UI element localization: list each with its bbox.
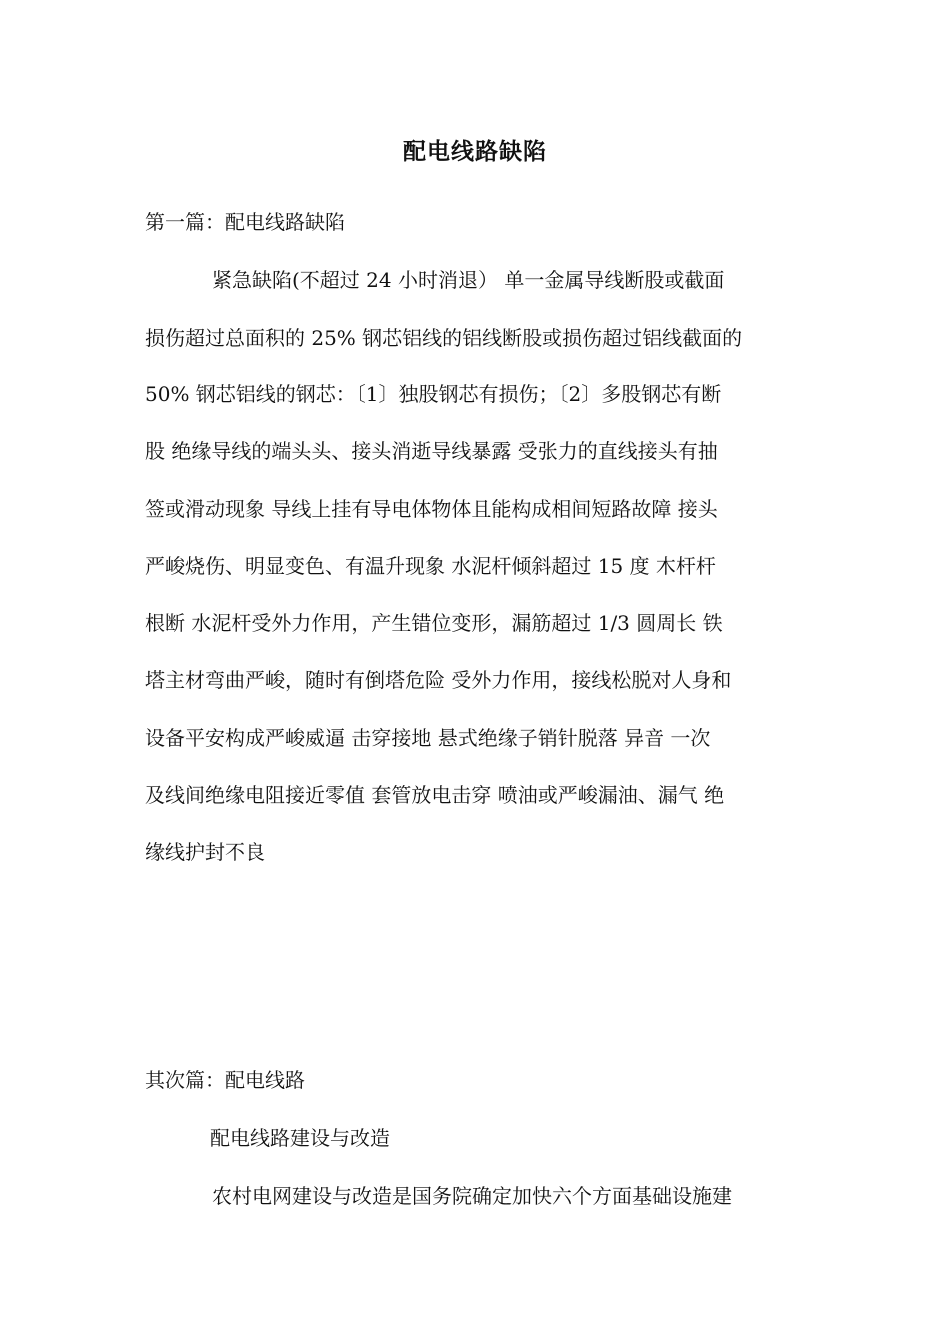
paragraph-line: 设备平安构成严峻威逼 击穿接地 悬式绝缘子销针脱落 异音 一次 <box>145 726 711 750</box>
paragraph-line: 缘线护封不良 <box>145 840 265 864</box>
section-2-subheading: 配电线路建设与改造 <box>210 1126 390 1150</box>
paragraph-line: 签或滑动现象 导线上挂有导电体物体且能构成相间短路故障 接头 <box>145 497 718 521</box>
paragraph-line: 股 绝缘导线的端头头、接头消逝导线暴露 受张力的直线接头有抽 <box>145 439 718 463</box>
section-heading-2: 其次篇：配电线路 <box>145 1068 305 1092</box>
paragraph-line: 及线间绝缘电阻接近零值 套管放电击穿 喷油或严峻漏油、漏气 绝 <box>145 783 725 807</box>
paragraph-line: 根断 水泥杆受外力作用，产生错位变形，漏筋超过 1/3 圆周长 铁 <box>145 611 723 635</box>
paragraph-line: 损伤超过总面积的 25% 钢芯铝线的铝线断股或损伤超过铝线截面的 <box>145 326 743 350</box>
paragraph-line: 农村电网建设与改造是国务院确定加快六个方面基础设施建 <box>212 1184 732 1208</box>
paragraph-line: 严峻烧伤、明显变色、有温升现象 水泥杆倾斜超过 15 度 木杆杆 <box>145 554 716 578</box>
section-heading-1: 第一篇：配电线路缺陷 <box>145 210 345 234</box>
paragraph-line: 紧急缺陷(不超过 24 小时消退） 单一金属导线断股或截面 <box>212 268 725 292</box>
document-title: 配电线路缺陷 <box>403 138 547 165</box>
paragraph-line: 50% 钢芯铝线的钢芯：〔1〕独股钢芯有损伤；〔2〕多股钢芯有断 <box>145 382 722 406</box>
paragraph-line: 塔主材弯曲严峻，随时有倒塔危险 受外力作用，接线松脱对人身和 <box>145 668 732 692</box>
